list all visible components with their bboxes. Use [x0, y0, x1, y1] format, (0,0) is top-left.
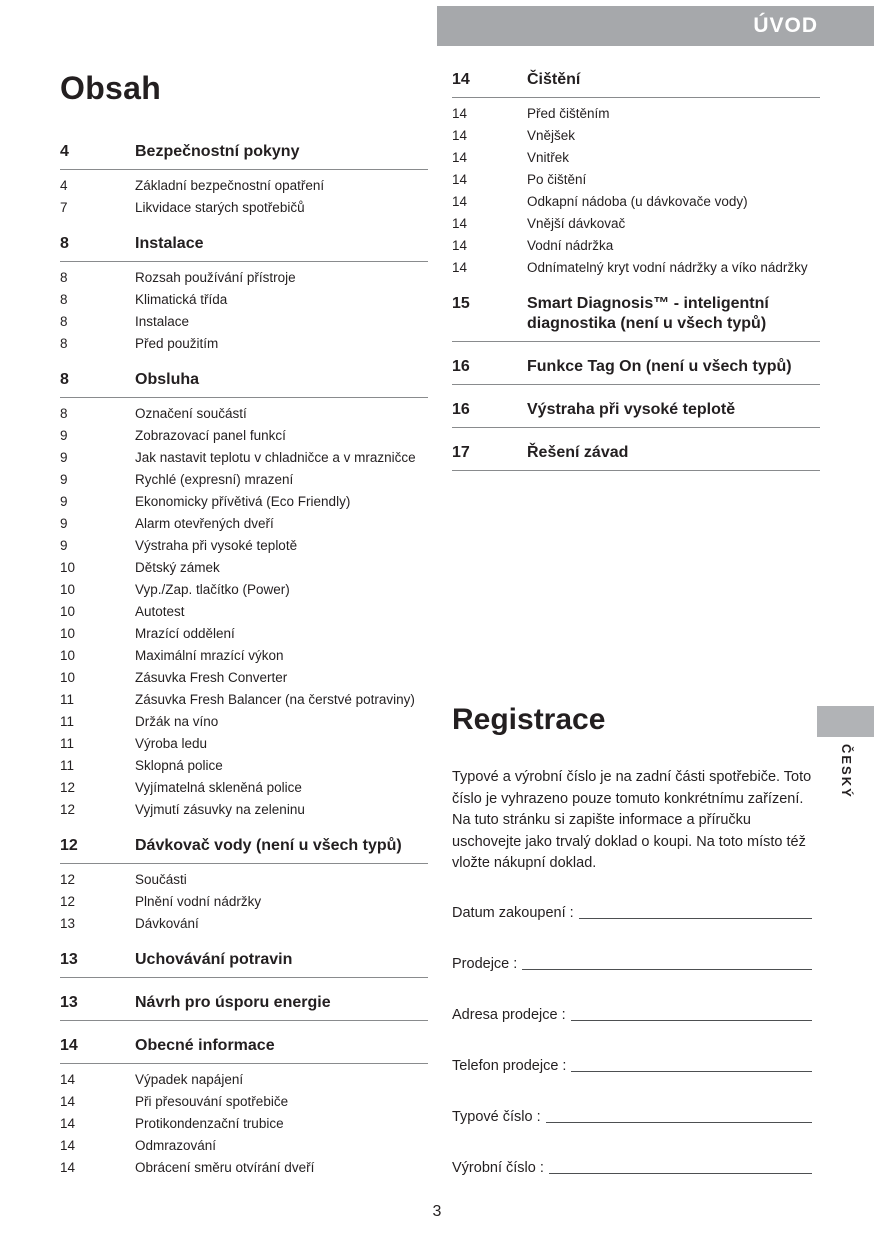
toc-item: [60, 333, 428, 355]
toc-item: [60, 777, 428, 799]
toc-item-page: 11: [60, 736, 75, 751]
toc-item: [60, 601, 428, 623]
toc-item: [452, 103, 820, 125]
toc-item-page: 8: [60, 314, 68, 329]
toc-item-page: 9: [60, 538, 68, 553]
toc-section-page: 8: [60, 235, 69, 252]
toc-item-label: Vnitřek: [527, 150, 570, 165]
toc-item-page: 12: [60, 894, 76, 909]
toc-item-label: Odkapní nádoba (u dávkovače vody): [527, 194, 748, 209]
registration-field-label: Prodejce :: [452, 955, 518, 972]
registration-field: [452, 1105, 812, 1125]
toc-item-label: Obrácení směru otvírání dveří: [135, 1160, 315, 1175]
toc-item: [452, 235, 820, 257]
toc-section-page: 16: [452, 401, 470, 418]
toc-item-label: Klimatická třída: [135, 292, 228, 307]
toc-item-page: 14: [452, 128, 468, 143]
toc-item-page: 8: [60, 270, 68, 285]
toc-item-page: 7: [60, 200, 68, 215]
toc-item: [452, 257, 820, 279]
toc-section: [60, 950, 428, 978]
toc-item: [60, 579, 428, 601]
toc-item-page: 10: [60, 582, 76, 597]
toc-item-page: 8: [60, 292, 68, 307]
toc-section-page: 17: [452, 444, 470, 461]
toc-item: [60, 733, 428, 755]
toc-item-label: Výpadek napájení: [135, 1072, 244, 1087]
registration-field-blank-line: [549, 1172, 812, 1174]
toc-section-page: 8: [60, 371, 69, 388]
toc-item: [60, 289, 428, 311]
toc-section-page: 12: [60, 837, 78, 854]
toc-item-label: Označení součástí: [135, 406, 247, 421]
toc-item: [60, 755, 428, 777]
toc-item-page: 10: [60, 648, 76, 663]
registration-field: [452, 901, 812, 921]
registration-field-blank-line: [579, 917, 812, 919]
toc-item: [60, 645, 428, 667]
toc-section-header: [452, 400, 820, 428]
toc-section: [60, 993, 428, 1021]
toc-item: [60, 711, 428, 733]
toc-item-page: 14: [452, 172, 468, 187]
toc-section-title: Funkce Tag On (není u všech typů): [527, 358, 792, 375]
toc-item: [60, 469, 428, 491]
toc-section-page: 13: [60, 951, 78, 968]
toc-item-page: 9: [60, 450, 68, 465]
toc-section-title: Dávkovač vody (není u všech typů): [135, 837, 402, 854]
toc-item: [60, 557, 428, 579]
toc-section-title: Obecné informace: [135, 1037, 275, 1054]
toc-section: [452, 357, 820, 385]
toc-item: [60, 513, 428, 535]
toc-item: [60, 1135, 428, 1157]
toc-item-label: Při přesouvání spotřebiče: [135, 1094, 289, 1109]
toc-section: [452, 400, 820, 428]
toc-section-title: Obsluha: [135, 371, 200, 388]
toc-item-label: Vodní nádržka: [527, 238, 614, 253]
toc-item-label: Autotest: [135, 604, 185, 619]
toc-item-page: 14: [452, 194, 468, 209]
toc-item: [60, 913, 428, 935]
registration-fields: [452, 901, 812, 1176]
registration-field-blank-line: [546, 1121, 812, 1123]
language-tab-label: ČESKÝ: [839, 744, 854, 799]
toc-section-title: Návrh pro úsporu energie: [135, 994, 331, 1011]
toc-item-label: Základní bezpečnostní opatření: [135, 178, 325, 193]
toc-item: [60, 1069, 428, 1091]
toc-item-label: Vnějšek: [527, 128, 576, 143]
toc-item: [60, 1157, 428, 1179]
toc-section-title: Výstraha při vysoké teplotě: [527, 401, 736, 418]
toc-section-header: [452, 294, 820, 342]
registration-field: [452, 1156, 812, 1176]
toc-item-label: Likvidace starých spotřebičů: [135, 200, 305, 215]
registration-field-blank-line: [522, 968, 812, 970]
toc-item-page: 12: [60, 780, 76, 795]
toc-item-label: Vyjmutí zásuvky na zeleninu: [135, 802, 305, 817]
toc-item-page: 14: [60, 1116, 76, 1131]
toc-item: [60, 689, 428, 711]
toc-item-label: Před čištěním: [527, 106, 610, 121]
toc-item-label: Ekonomicky přívětivá (Eco Friendly): [135, 494, 351, 509]
toc-section: [452, 443, 820, 471]
toc-section: [60, 1036, 428, 1179]
toc-item-page: 12: [60, 802, 76, 817]
toc-item-label: Protikondenzační trubice: [135, 1116, 284, 1131]
toc-item: [452, 191, 820, 213]
toc-item-label: Výstraha při vysoké teplotě: [135, 538, 298, 553]
registration-field-label: Datum zakoupení :: [452, 904, 574, 921]
toc-item-page: 10: [60, 560, 76, 575]
toc-item: [60, 175, 428, 197]
toc-item-label: Vnější dávkovač: [527, 216, 626, 231]
toc-item: [60, 799, 428, 821]
toc-section: [60, 370, 428, 821]
registration-field: [452, 952, 812, 972]
toc-item: [452, 213, 820, 235]
toc-section-title: Řešení závad: [527, 444, 629, 461]
toc-item: [60, 1113, 428, 1135]
toc-item-label: Rozsah používání přístroje: [135, 270, 296, 285]
toc-item-label: Po čištění: [527, 172, 587, 187]
registration-field-label: Telefon prodejce :: [452, 1057, 567, 1074]
toc-item-label: Vyjímatelná skleněná police: [135, 780, 302, 795]
toc-item-label: Jak nastavit teplotu v chladničce a v mrazničce: [135, 450, 416, 465]
toc-section-title: Bezpečnostní pokyny: [135, 143, 300, 160]
registration-field: [452, 1003, 812, 1023]
toc-item-page: 11: [60, 758, 75, 773]
toc-item-page: 9: [60, 516, 68, 531]
toc-item-label: Zásuvka Fresh Balancer (na čerstvé potraviny): [135, 692, 415, 707]
toc-item-page: 10: [60, 670, 76, 685]
toc-item: [60, 311, 428, 333]
language-tab: [817, 706, 874, 737]
toc-item-label: Alarm otevřených dveří: [135, 516, 274, 531]
toc-section: [60, 836, 428, 935]
toc-item: [60, 267, 428, 289]
registration-paragraph: Typové a výrobní číslo je na zadní části spotřebiče. Toto číslo je vyhrazeno pouze tomuto konkrétnímu zařízení. Na tuto stránku si zapište informace a příručku uschovejte jako trvalý doklad o koupi. Na toto místo též vložte nákupní doklad.: [452, 769, 812, 871]
registration-field-blank-line: [571, 1070, 812, 1072]
toc-item: [60, 869, 428, 891]
toc-section-title: Uchovávání potravin: [135, 951, 293, 968]
toc-section-header: [452, 357, 820, 385]
toc-item-page: 10: [60, 626, 76, 641]
toc-item: [60, 667, 428, 689]
toc-item: [452, 147, 820, 169]
registration-field-label: Typové číslo :: [452, 1108, 541, 1125]
registration-field-blank-line: [571, 1019, 812, 1021]
toc-section-header: [452, 443, 820, 471]
toc-item-label: Zásuvka Fresh Converter: [135, 670, 288, 685]
toc-section-header: [60, 836, 428, 864]
toc-item-page: 14: [452, 216, 468, 231]
registration-field-label: Adresa prodejce :: [452, 1006, 566, 1023]
toc-item-page: 13: [60, 916, 76, 931]
toc-item-page: 9: [60, 472, 68, 487]
toc-item-page: 14: [60, 1094, 76, 1109]
toc-section: [452, 70, 820, 279]
toc-section-header: [60, 1036, 428, 1064]
toc-section: [60, 234, 428, 355]
toc-section: [60, 142, 428, 219]
registration-field-label: Výrobní číslo :: [452, 1159, 544, 1176]
toc-item-label: Zobrazovací panel funkcí: [135, 428, 286, 443]
toc-item: [60, 1091, 428, 1113]
toc-item: [60, 491, 428, 513]
toc-section-page: 16: [452, 358, 470, 375]
toc-left-column: [60, 142, 428, 1194]
toc-item-page: 8: [60, 336, 68, 351]
toc-item-label: Odnímatelný kryt vodní nádržky a víko nádržky: [527, 260, 808, 275]
toc-section-header: [60, 993, 428, 1021]
toc-section-title: Instalace: [135, 235, 204, 252]
toc-section-page: 13: [60, 994, 78, 1011]
toc-right-column: [452, 70, 820, 486]
header-bar: [437, 6, 874, 46]
toc-item-page: 14: [60, 1072, 76, 1087]
header-title: ÚVOD: [753, 14, 818, 37]
toc-section-header: [60, 950, 428, 978]
registration-title: Registrace: [452, 703, 606, 736]
toc-item-page: 14: [452, 260, 468, 275]
toc-item-page: 10: [60, 604, 76, 619]
toc-item-page: 12: [60, 872, 76, 887]
toc-section-page: 15: [452, 295, 470, 312]
toc-item-label: Sklopná police: [135, 758, 223, 773]
toc-item: [452, 125, 820, 147]
toc-section-title: Smart Diagnosis™ - inteligentní diagnostika (není u všech typů): [527, 295, 769, 332]
contents-title: Obsah: [60, 70, 162, 106]
toc-item-label: Výroba ledu: [135, 736, 208, 751]
toc-item-label: Mrazící oddělení: [135, 626, 235, 641]
toc-item: [60, 535, 428, 557]
toc-section: [452, 294, 820, 342]
toc-item: [452, 169, 820, 191]
toc-item-page: 14: [452, 238, 468, 253]
toc-section-header: [60, 142, 428, 170]
registration-field: [452, 1054, 812, 1074]
toc-item: [60, 891, 428, 913]
toc-item-label: Instalace: [135, 314, 190, 329]
toc-section-page: 14: [452, 71, 470, 88]
toc-item-page: 9: [60, 494, 68, 509]
toc-section-header: [60, 234, 428, 262]
toc-item-label: Držák na víno: [135, 714, 219, 729]
toc-item-page: 14: [60, 1138, 76, 1153]
toc-item-label: Rychlé (expresní) mrazení: [135, 472, 294, 487]
toc-section-header: [452, 70, 820, 98]
toc-item-label: Před použitím: [135, 336, 219, 351]
registration-section: [452, 703, 812, 1207]
toc-section-page: 4: [60, 143, 69, 160]
toc-item-page: 4: [60, 178, 68, 193]
toc-section-header: [60, 370, 428, 398]
toc-item-page: 8: [60, 406, 68, 421]
page-number: 3: [432, 1203, 442, 1220]
toc-item: [60, 403, 428, 425]
toc-item: [60, 447, 428, 469]
toc-item: [60, 425, 428, 447]
toc-item-label: Součásti: [135, 872, 187, 887]
toc-item-label: Dávkování: [135, 916, 199, 931]
toc-item-label: Dětský zámek: [135, 560, 220, 575]
toc-item-label: Odmrazování: [135, 1138, 217, 1153]
toc-item-label: Plnění vodní nádržky: [135, 894, 262, 909]
toc-item: [60, 623, 428, 645]
toc-item: [60, 197, 428, 219]
toc-item-page: 11: [60, 692, 75, 707]
toc-item-page: 14: [452, 106, 468, 121]
toc-item-page: 14: [60, 1160, 76, 1175]
toc-item-page: 11: [60, 714, 75, 729]
toc-item-page: 9: [60, 428, 68, 443]
toc-item-label: Vyp./Zap. tlačítko (Power): [135, 582, 290, 597]
toc-item-label: Maximální mrazící výkon: [135, 648, 284, 663]
toc-item-page: 14: [452, 150, 468, 165]
toc-section-title: Čištění: [527, 71, 581, 88]
toc-section-page: 14: [60, 1037, 78, 1054]
